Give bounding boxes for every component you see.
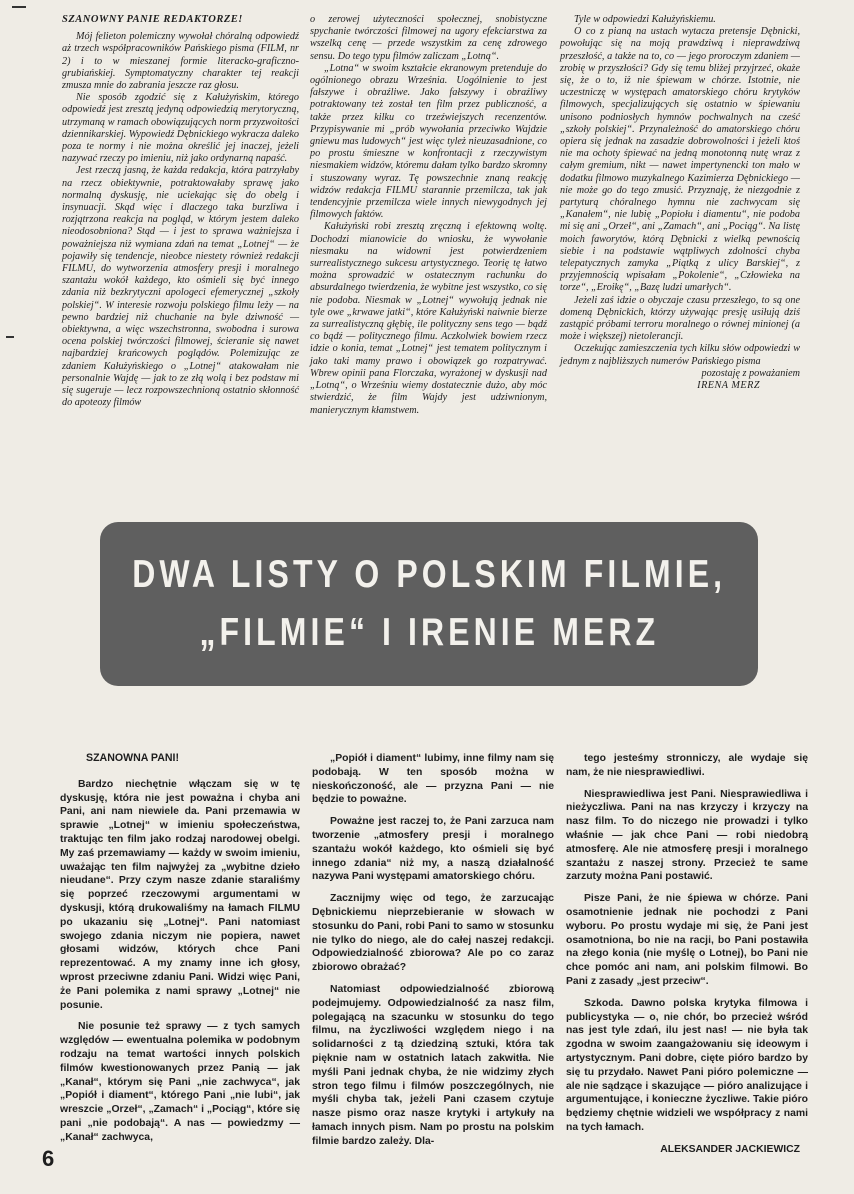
- letter2-column-3: [566, 752, 808, 1155]
- corner-mark: [12, 6, 26, 8]
- paragraph: Kałużyński robi zresztą zręczną i efektowną woltę. Dochodzi mianowicie do wniosku, że wywołanie niesmaku na widowni jest potwierdzeniem surrealistycznego sukcesu artystycznego. Teorię tę łatwo można sprowadzić w ostatecznym rachunku do absurdalnego twierdzenia, że wybitne jest wszystko, co się nie podoba. Niesmak w „Lotnej“ wywołują jednak nie tyle owe „krwawe jatki“, które Kałużyński naiwnie bierze za surrealistyczną głębię, ile polityczny sens tego — bądź co bądź — politycznego filmu. Aczkolwiek bowiem rzecz idzie o konia, temat „Lotnej“ jest tematem politycznym i jako taki mamy prawo i obowiązek go rozpatrywać. Wbrew opinii pana Florczaka, wyrażonej w dyskusji nad „Lotną“, o Wrześniu wiemy dostatecznie dużo, aby móc stwierdzić, że film Wajdy jest udziwnionym, manierycznym kłamstwem.: [310, 221, 547, 416]
- paragraph: Nie posunie też sprawy — z tych samych względów — ewentualna polemika w podobnym rodzaju na temat wartości innych polskich filmów kwestionowanych przez Panią — jak „Kanał“, którym się Pani „nie zachwyca“, jak „Popiół i diament“, którego Pani „nie lubi“, jak wreszcie „Orzeł“, „Zamach“ i „Pociąg“, które się pani „nie podobają“. A nas — powiedzmy — „Kanał“ zachwyca,: [60, 1021, 300, 1143]
- paragraph: Bardzo niechętnie włączam się w tę dyskusję, która nie jest poważna i chyba ani Pani, ani nam niewiele da. Pani przemawia w sprawie „Lotnej“ w imieniu społeczeństwa, traktując ten film jako rodzaj narodowej obelgi. My zaś przemawiamy — każdy w swoim imieniu, uważając ten film najwyżej za „wybitne dzieło nieudane“. Przy czym nasze zdanie staraliśmy się poprzeć rzeczowymi argumentami w dyskusji, którą drukowaliśmy na łamach FILMU po ukazaniu się „Lotnej“. Pani natomiast swojego zdania niczym nie popiera, nawet głosami widzów, których chce Pani reprezentować. A my znamy inne ich głosy, wprost przeciwne zdaniu Pani. Widzi więc Pani, że Pani polemika z nami sprawy „Lotnej“ nie posunie.: [60, 778, 300, 1011]
- paragraph: Oczekując zamieszczenia tych kilku słów odpowiedzi w jednym z najbliższych numerów Pańskiego pisma: [560, 343, 800, 367]
- letter1-column-3: [560, 14, 800, 519]
- paragraph: Niesprawiedliwa jest Pani. Niesprawiedliwa i nieżyczliwa. Pani na nas krzyczy i krzyczy na nasz film. To do niczego nie prowadzi i tylko właśnie — jak chce Pani — robi niedobrą atmosferę. Ale nie atmosferę presji i moralnego szantażu z naszej strony. Przecież te same zarzuty można Pani postawić.: [566, 788, 808, 883]
- paragraph: Jeżeli zaś idzie o obyczaje czasu przeszłego, to są one domeną Dębnickich, którzy używając presję usiłują dziś zastąpić próbami terroru moralnego o równej minionej (a może i większej) nietolerancji.: [560, 294, 800, 343]
- paragraph: o zerowej użyteczności społecznej, snobistyczne spychanie twórczości filmowej na ugory efekciarstwa za wszelką cenę — przede wszystkim za cenę zdrowego sensu. Do tego typu filmów zaliczam „Lotną“.: [310, 14, 547, 62]
- letter1-greeting: SZANOWNY PANIE REDAKTORZE!: [62, 14, 243, 25]
- letter1-signature: IRENA MERZ: [697, 380, 760, 392]
- paragraph: Mój felieton polemiczny wywołał chóralną odpowiedź aż trzech współpracowników Pańskiego pisma (FILM, nr 2) i to w mieszanej formie literacko-graficzno-grubiańskiej. Symptomatyczny charakter tej reakcji zmusza mnie do zabrania jeszcze raz głosu.: [62, 31, 299, 92]
- letter2-signature: ALEKSANDER JACKIEWICZ: [660, 1143, 800, 1155]
- paragraph: Nie sposób zgodzić się z Kałużyńskim, którego odpowiedź jest zresztą jedyną odpowiedzią merytoryczną, utrzymaną w ramach obowiązujących norm przyzwoitości dziennikarskiej. Wypowiedź Dębnickiego wykracza daleko poza te normy i nie można określić jej inaczej, jeżeli nazywać rzeczy po imieniu, niż jako ordynarną napaść.: [62, 92, 299, 165]
- margin-mark: [6, 336, 14, 338]
- paragraph: Zacznijmy więc od tego, że zarzucając Dębnickiemu nieprzebieranie w słowach w stosunku do Pani, robi Pani to samo w stosunku nie tylko do niego, ale do całej naszej redakcji. Odpowiedzialność zbiorowa? Ale po co zaraz zbiorowo obrażać?: [312, 893, 554, 974]
- paragraph: Poważne jest raczej to, że Pani zarzuca nam tworzenie „atmosfery presji i moralnego szantażu wokół każdego, kto ośmieli się być innego zdania“ niż my, a naszą działalność nazywa Pani występami amatorskiego chóru.: [312, 816, 554, 883]
- headline-line-1: DWA LISTY O POLSKIM FILMIE,: [132, 553, 726, 596]
- paragraph: „Lotna“ w swoim kształcie ekranowym pretenduje do ogólnionego obrazu Września. Uogólnienie to jest fałszywe i obraźliwe. Jako fałszywy i obraźliwy potraktowany też został ten film przez publiczność, a także przez kilku co trzeźwiejszych recenzentów. Przypisywanie mi „prób wywołania przeciwko Wajdzie gniewu mas ludowych“ jest więc tyleż nieuzasadnione, co po prostu śmieszne w konfrontacji z rzeczywistym niesmakiem widzów, któremu dałam tylko bardzo skromny i stuszowany wyraz. Tę powszechnie znaną reakcję widzów redakcja FILMU starannie przemilcza, tak jak tendencyjnie przemilcza wiele innych niewygodnych jej filmowych faktów.: [310, 62, 547, 221]
- paragraph: Pisze Pani, że nie śpiewa w chórze. Pani osamotnienie jednak nie pochodzi z Pani wyboru. Po prostu wydaje mi się, że Pani jest osamotniona, bo nie na racji, bo Pani postawiła na złego konia (nie myślę o Lotnej), bo Pani nie chce pomóc ani nam, ani polskim filmowi. Bo Pani z zasady „jest przeciw“.: [566, 893, 808, 987]
- paragraph: „Popiół i diament“ lubimy, inne filmy nam się podobają. W ten sposób można w nieskończoność, ale — przyzna Pani — nie będzie to poważne.: [312, 753, 554, 806]
- paragraph: Tyle w odpowiedzi Kałużyńskiemu.: [574, 14, 716, 25]
- headline-banner: [100, 522, 758, 686]
- paragraph: O co z pianą na ustach wytacza pretensje Dębnicki, powołując się na moją prawdziwą i nieprawdziwą przeszłość, a także na to, co — jego proroczym zdaniem — zrobię w przyszłości? Gdy się temu bliżej przyjrzeć, okaże się, że o to, iż nie śpiewam w chórze. Istotnie, nie uczestniczę w występach amatorskiego chóru krytyków filmowych, specjalizujących się ostatnio w śpiewaniu unisono podniosłych hymnów pochwalnych na cześć „szkoły polskiej“. Przynależność do amatorskiego chóru opiera się jednak na zasadzie dobrowolności i jeżeli ktoś nie ma ochoty śpiewać na jedną monotonną nutę wraz z całym gremium, nikt — nawet impertynencki ton mało w dodatku filmowo muzykalnego Kazimierza Dębnickiego — nie może go do tego zmusić. Przyznaję, że niezgodnie z partyturą chóralnego hymnu nie zachwycam się „Kanałem“, nie lubię „Popiołu i diamentu“, nie podoba mi się ani „Orzeł“, ani „Zamach“, ani „Pociąg“. Na listę moich faworytów, którą Dębnicki z wielką pewnością siebie i na podstawie wątpliwych zdolności chyba telepatycznych zamyka „Piątką z ulicy Barskiej“, z przyjemnością wpisałam „Pokolenie“, „Człowieka na torze“, „Eroikę“, „Bazę ludzi umarłych“.: [560, 26, 800, 294]
- letter2-column-1: [60, 752, 300, 1144]
- headline-line-2: „FILMIE“ I IRENIE MERZ: [199, 611, 659, 654]
- letter1-column-1: [62, 14, 299, 519]
- letter1-column-2: [310, 14, 547, 519]
- letter2-column-2: [312, 752, 554, 1147]
- closing-line: pozostaję z poważaniem: [701, 367, 800, 379]
- paragraph: Szkoda. Dawno polska krytyka filmowa i publicystyka — o, nie chór, bo przecież wśród nas jest tyle zdań, ilu jest nas! — nie była tak zgodna w swoim zaangażowaniu się ideowym i artystycznym. Pani dobre, cięte pióro bardzo by się tu przydało. Nawet Pani pióro polemiczne — ale nie sądzące i skazujące — pióro analizujące i argumentujące, i konieczne życzliwe. Takie pióro będziemy chętnie widzieli we współpracy z nami na tych łamach.: [566, 997, 808, 1133]
- letter2-greeting: SZANOWNA PANI!: [86, 752, 179, 764]
- paragraph: Natomiast odpowiedzialność zbiorową podejmujemy. Odpowiedzialność za nasz film, polegającą na szacunku w stosunku do tego filmu, na życzliwości względem niego i na solidarności z tą dziedziną sztuki, która tak pięknie nam w ostatnich latach zakwitła. Nie myśli Pani jednak chyba, że nie widzimy złych stron tego filmu i filmów poszczególnych, nie myśli chyba tak, jeżeli Pani czasem czytuje nasze pismo oraz nasze krytyki i artykuły na łamach innych pism. Nam po prostu na polskim filmie bardzo zależy. Dla-: [312, 983, 554, 1147]
- page-number: 6: [42, 1146, 55, 1171]
- paragraph: tego jesteśmy stronniczy, ale wydaje się nam, że nie niesprawiedliwi.: [566, 753, 808, 778]
- paragraph: Jest rzeczą jasną, że każda redakcja, która patrzyłaby na rzecz obiektywnie, potraktowałaby sprawę jako normalną dyskusję, nie uciekając się do obelg i insynuacji. Skąd więc i dlaczego taka burzliwa i rozjątrzona reakcja na pogląd, w którym jestem daleko nieodosobniona? Stąd — i jest to sprawa ważniejsza i poważniejsza niż wymiana zdań na temat „Lotnej“ — że pojawiły się tendencje, nieobce niestety również redakcji FILMU, do wytworzenia atmosfery presji i moralnego szantażu wokół każdego, kto ośmieli się być innego zdania niż bezkrytyczni apologeci efemerycznej „szkoły polskiej“. W interesie rozwoju polskiego filmu leży — na pewno bardziej niż chuchanie na byle dziwność — obiektywna, a więc wszechstronna, swobodna i surowa ocena polskiej twórczości filmowej, ścieranie się nawet najbardziej krańcowych poglądów. Polemizując ze zdaniem Kałużyńskiego o „Lotnej“ atakowałam nie personalnie Wajdę — jak to ze złą wolą i bez podstaw mi się sugeruje — lecz rozpowszechnioną ostatnio skłonność do apoteozy filmów: [62, 165, 299, 409]
